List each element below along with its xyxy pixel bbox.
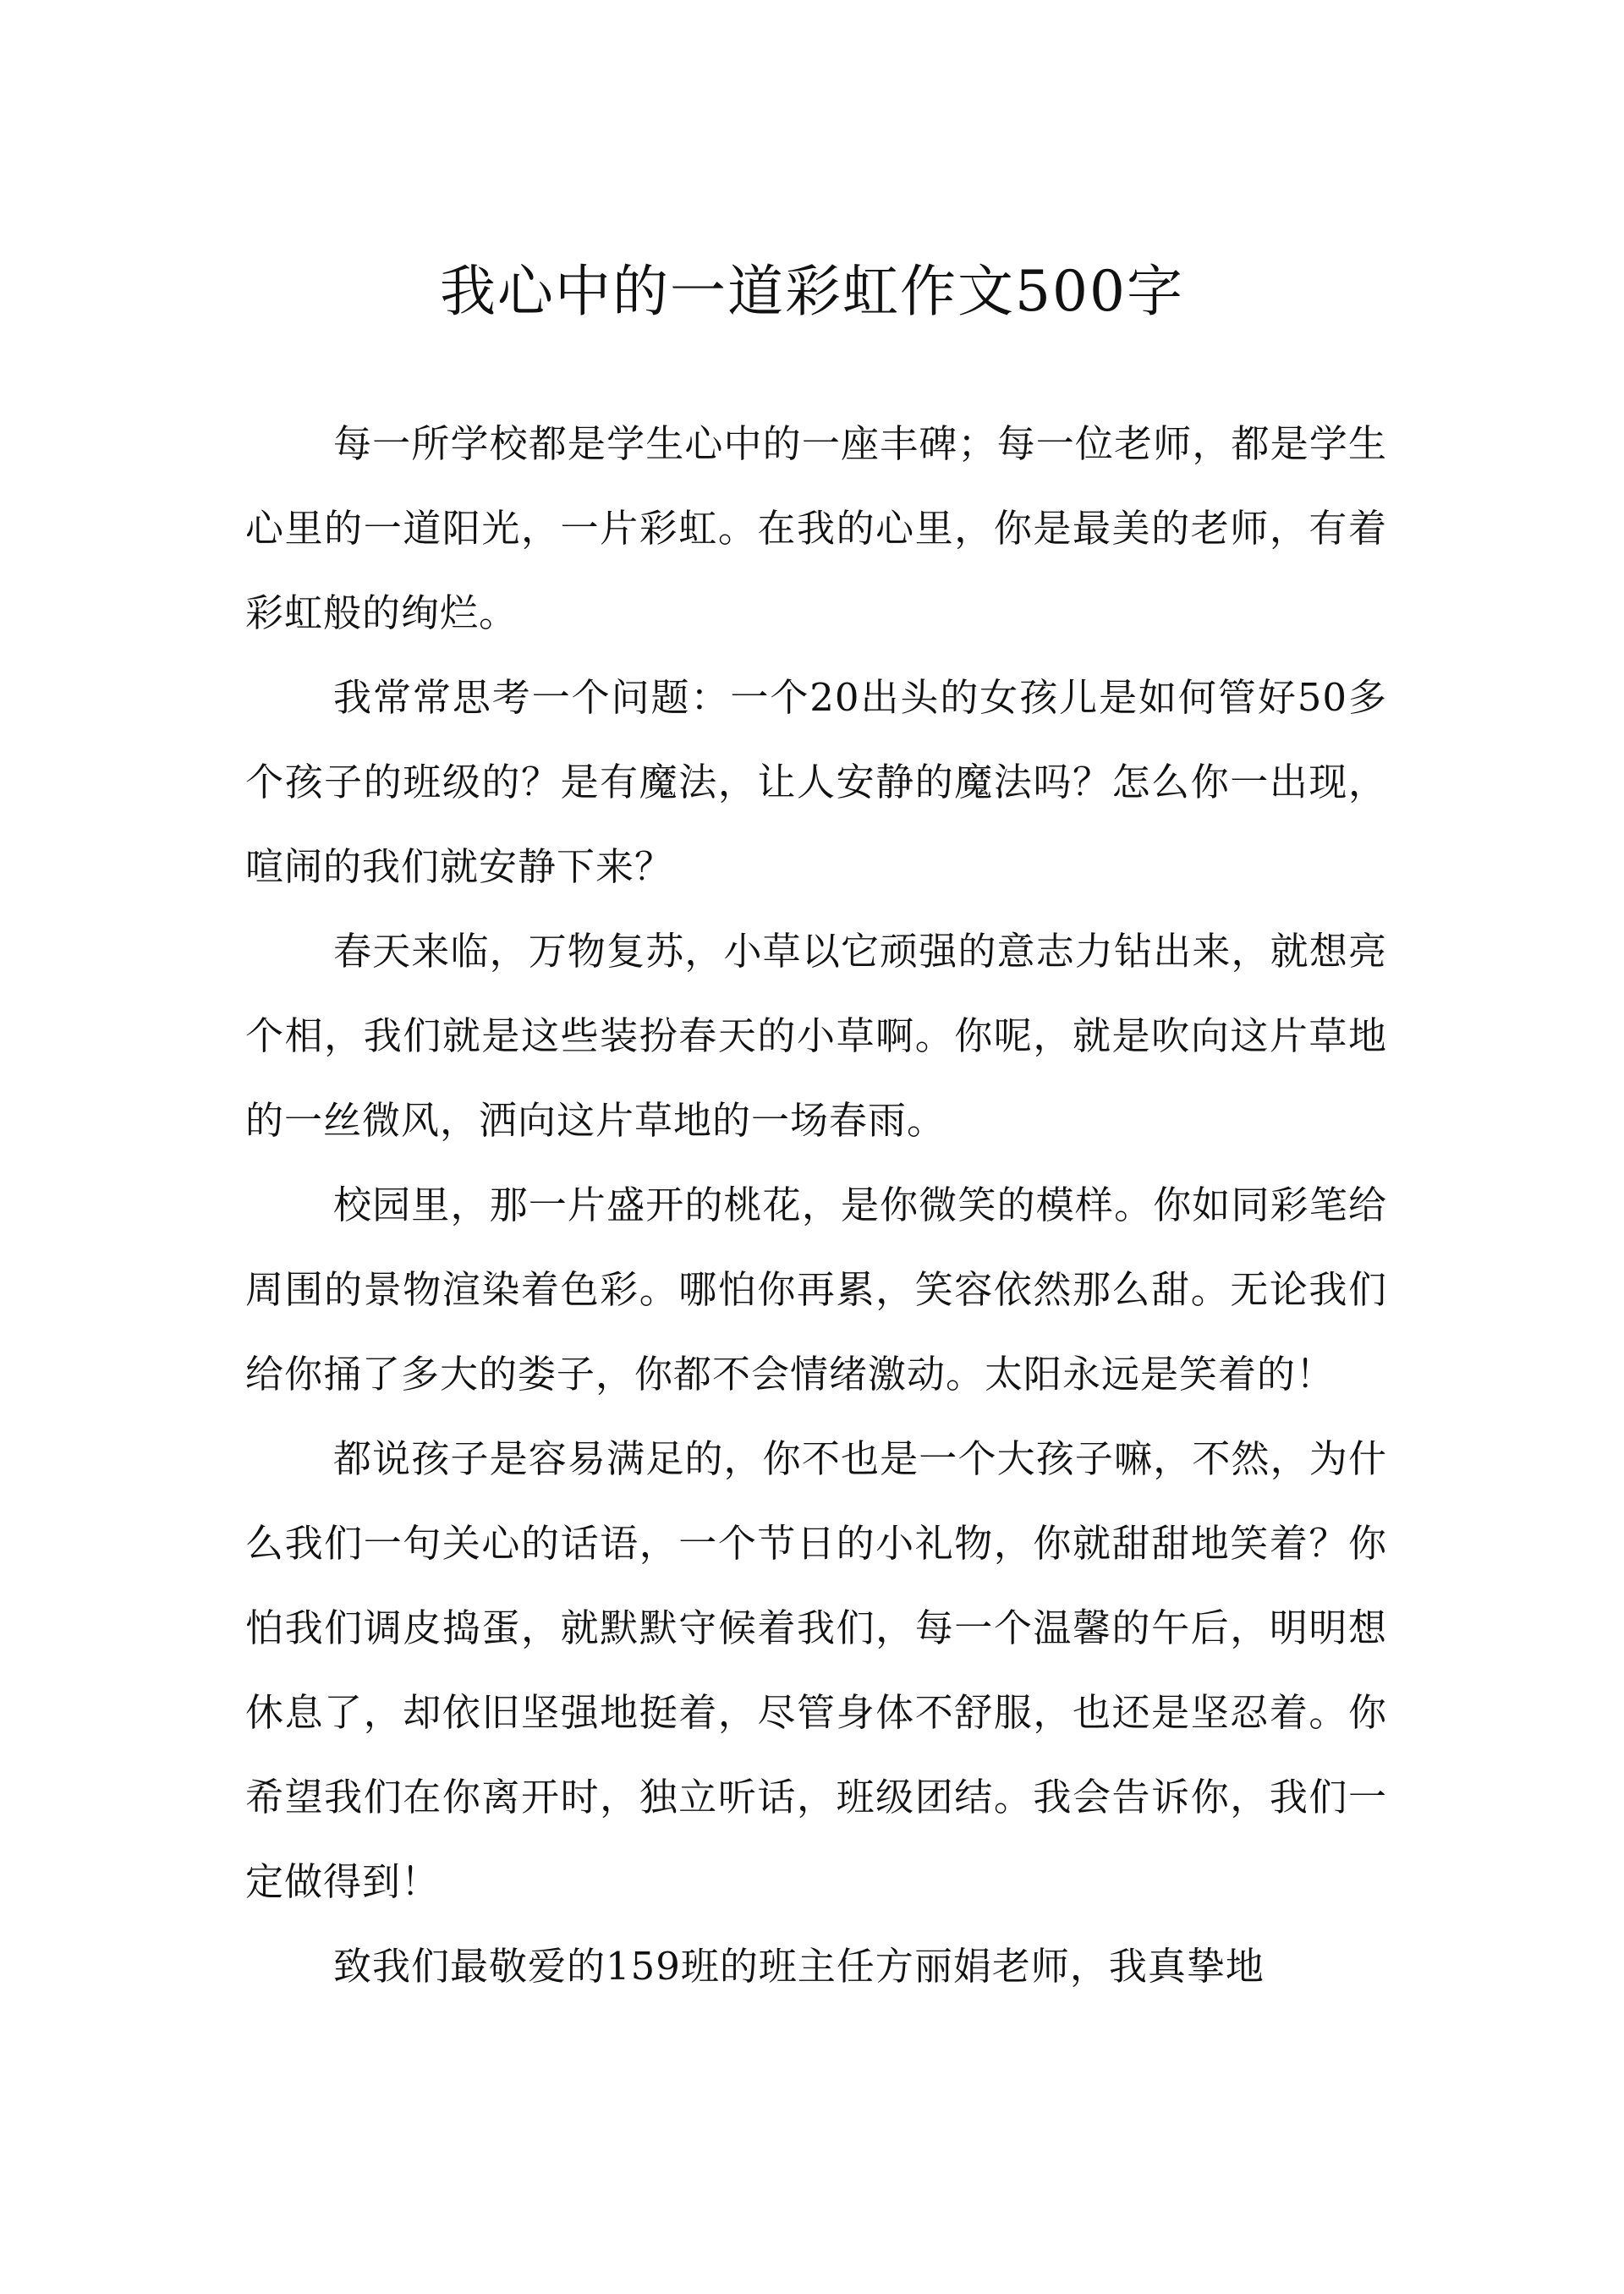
paragraph-6: 致我们最敬爱的159班的班主任方丽娟老师，我真挚地 <box>333 1944 1265 1989</box>
paragraph-3: 春天来临，万物复苏，小草以它顽强的意志力钻出来，就想亮个相，我们就是这些装扮春天的小草啊。你呢，就是吹向这片草地的一丝微风，洒向这片草地的一场春雨。 <box>245 929 1387 1143</box>
paragraph-2: 我常常思考一个问题：一个20出头的女孩儿是如何管好50多个孩子的班级的？是有魔法，让人安静的魔法吗？怎么你一出现，喧闹的我们就安静下来？ <box>245 675 1387 889</box>
essay-body <box>245 402 1387 2009</box>
page-title: 我心中的一道彩虹作文500字 <box>440 259 1184 324</box>
paragraph-5: 都说孩子是容易满足的，你不也是一个大孩子嘛，不然，为什么我们一句关心的话语，一个节日的小礼物，你就甜甜地笑着？你怕我们调皮捣蛋，就默默守候着我们，每一个温馨的午后，明明想休息了，却依旧坚强地挺着，尽管身体不舒服，也还是坚忍着。你希望我们在你离开时，独立听话，班级团结。我会告诉你，我们一定做得到！ <box>245 1436 1387 1904</box>
paragraph-4: 校园里，那一片盛开的桃花，是你微笑的模样。你如同彩笔给周围的景物渲染着色彩。哪怕你再累，笑容依然那么甜。无论我们给你捅了多大的娄子，你都不会情绪激动。太阳永远是笑着的！ <box>245 1183 1387 1397</box>
paragraph-1: 每一所学校都是学生心中的一座丰碑；每一位老师，都是学生心里的一道阳光，一片彩虹。在我的心里，你是最美的老师，有着彩虹般的绚烂。 <box>245 421 1387 635</box>
